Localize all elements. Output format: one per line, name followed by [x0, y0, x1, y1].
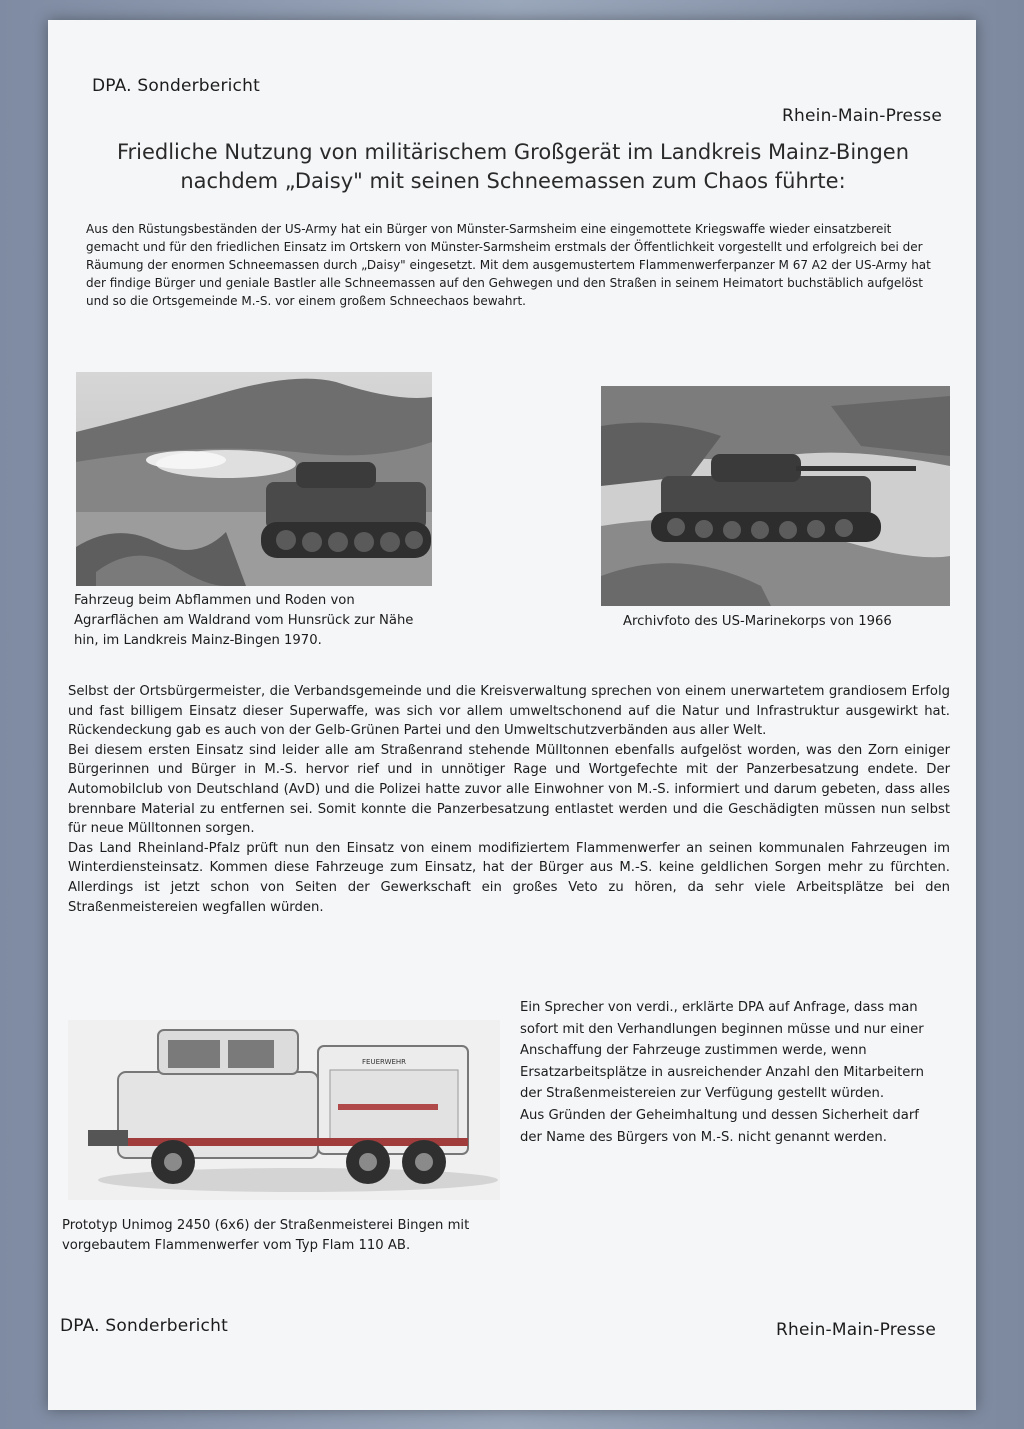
- footer-right-label: Rhein-Main-Presse: [776, 1320, 936, 1340]
- sidebar-text: [520, 997, 935, 1148]
- sidebar-paragraph-2: Aus Gründen der Geheimhaltung und dessen Sicherheit darf der Name des Bürgers von M.-S. nicht genannt werden.: [520, 1107, 919, 1145]
- truck-door-text: FEUERWEHR: [362, 1058, 407, 1066]
- unimog-truck-photo: [68, 1020, 500, 1200]
- body-text: [68, 682, 950, 917]
- body-paragraph-1: Selbst der Ortsbürgermeister, die Verbandsgemeinde und die Kreisverwaltung sprechen von einem unerwartetem grandiosem Erfolg und fast billigem Einsatz dieser Superwaffe, was sich vor allem umweltschonend auf die Natur und Infrastruktur ausgewirkt hat. Rückendeckung gab es auch von der Gelb-Grünen Partei und den Umweltschutzverbänden aus aller Welt.: [68, 684, 950, 739]
- header-right-label: Rhein-Main-Presse: [782, 106, 942, 126]
- body-paragraph-3: Das Land Rheinland-Pfalz prüft nun den Einsatz von einem modifiziertem Flammenwerfer an seinen kommunalen Fahrzeugen im Winterdiensteinsatz. Kommen diese Fahrzeuge zum Einsatz, hat der Bürger aus M.-S. keine geldlichen Sorgen mehr zu fürchten. Allerdings ist jetzt schon von Seiten der Gewerkschaft ein großes Veto zu hören, da sehr viele Arbeitsplätze bei den Straßenmeistereien wegfallen würden.: [68, 840, 950, 915]
- tank-archive-photo: [601, 386, 950, 606]
- header-left-label: DPA. Sonderbericht: [92, 76, 260, 96]
- sidebar-paragraph-1: Ein Sprecher von verdi., erklärte DPA auf Anfrage, dass man sofort mit den Verhandlungen beginnen müsse und nur einer Anschaffung der Fahrzeuge zustimmen werde, wenn Ersatzarbeitsplätze in ausreichender Anzahl den Mitarbeitern der Straßenmeistereien zur Verfügung gestellt würden.: [520, 1000, 924, 1102]
- title-line-2: nachdem „Daisy" mit seinen Schneemassen zum Chaos führte:: [180, 169, 846, 193]
- page-title: [68, 138, 958, 196]
- left-photo-caption: Fahrzeug beim Abflammen und Roden von Agrarflächen am Waldrand vom Hunsrück zur Nähe hin, im Landkreis Mainz-Bingen 1970.: [74, 593, 414, 648]
- printed-sheet: [48, 20, 976, 1410]
- tank-flame-photo: [76, 372, 432, 586]
- footer-left-label: DPA. Sonderbericht: [60, 1316, 228, 1336]
- bottom-photo-caption: Prototyp Unimog 2450 (6x6) der Straßenmeisterei Bingen mit vorgebautem Flammenwerfer vom Typ Flam 110 AB.: [62, 1218, 470, 1253]
- right-photo-caption: Archivfoto des US-Marinekorps von 1966: [623, 614, 892, 629]
- body-paragraph-2: Bei diesem ersten Einsatz sind leider alle am Straßenrand stehende Mülltonnen ebenfalls aufgelöst worden, was den Zorn einiger Bürgerinnen und Bürger in M.-S. hervor rief und in unnötiger Rage und Wortgefechte mit der Panzerbesatzung endete. Der Automobilclub von Deutschland (AvD) und die Polizei hatte zuvor alle Einwohner von M.-S. informiert und darum gebeten, dass alles brennbare Material zu entfernen sei. Somit konnte die Panzerbesatzung entlastet werden und die Geschädigten müssen nun selbst für neue Mülltonnen sorgen.: [68, 742, 950, 837]
- title-line-1: Friedliche Nutzung von militärischem Großgerät im Landkreis Mainz-Bingen: [116, 140, 910, 164]
- intro-paragraph: Aus den Rüstungsbeständen der US-Army hat ein Bürger von Münster-Sarmsheim eine eingemottete Kriegswaffe wieder einsatzbereit gemacht und für den friedlichen Einsatz im Ortskern von Münster-Sarmsheim erstmals der Öffentlichkeit vorgestellt und erfolgreich bei der Räumung der enormen Schneemassen durch „Daisy" eingesetzt. Mit dem ausgemustertem Flammenwerferpanzer M 67 A2 der US-Army hat der findige Bürger und geniale Bastler alle Schneemassen auf den Gehwegen und den Straßen in seinem Heimatort buchstäblich aufgelöst und so die Ortsgemeinde M.-S. vor einem großem Schneechaos bewahrt.: [86, 222, 931, 308]
